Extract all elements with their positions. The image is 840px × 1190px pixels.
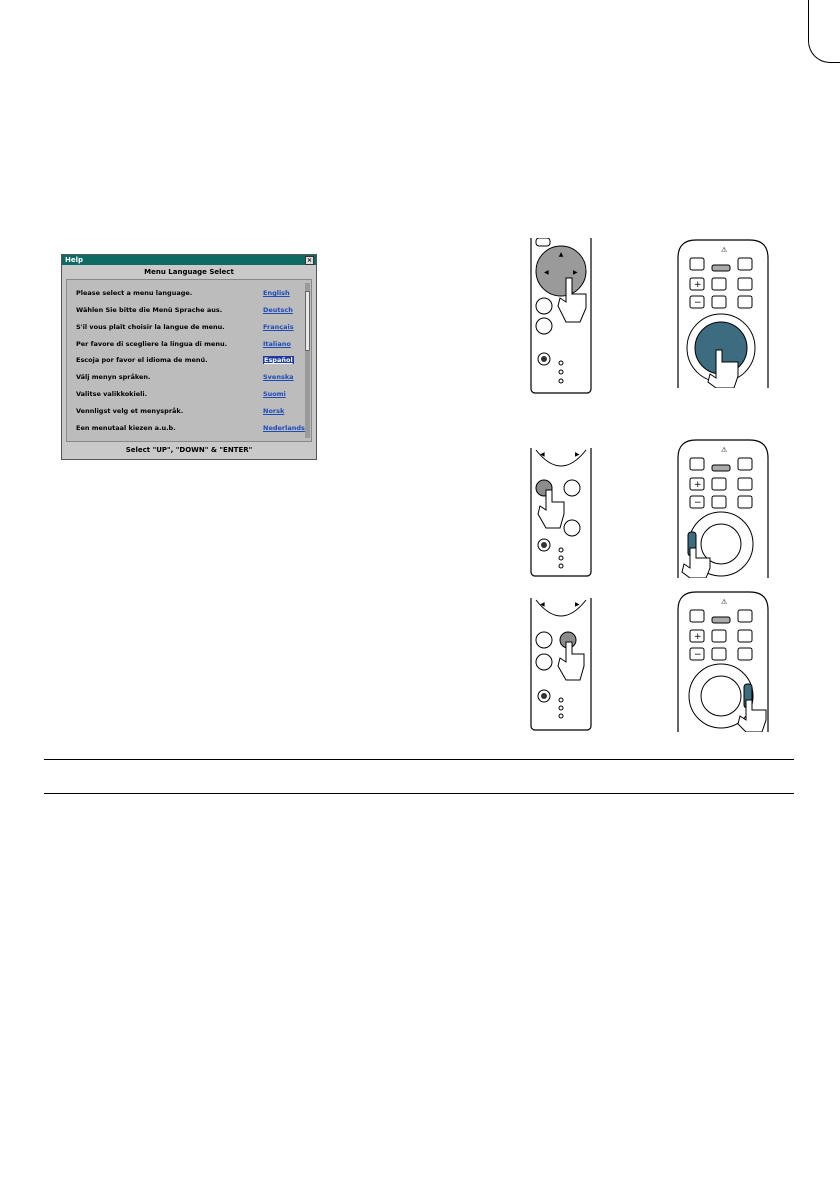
- note-divider-bottom: [44, 793, 794, 794]
- language-option-nederlands[interactable]: Nederlands: [263, 424, 305, 432]
- language-row[interactable]: [76, 407, 311, 419]
- language-row[interactable]: [76, 323, 311, 335]
- language-prompt: Een menutaal kiezen a.u.b.: [76, 424, 176, 432]
- svg-text:▶: ▶: [575, 451, 580, 458]
- close-icon[interactable]: ×: [306, 257, 313, 264]
- dialog-heading: Menu Language Select: [144, 268, 234, 276]
- scrollbar-thumb[interactable]: [305, 291, 310, 351]
- projector-panel-left-press: [530, 448, 594, 578]
- language-row[interactable]: [76, 289, 311, 301]
- svg-text:⚠: ⚠: [721, 446, 728, 454]
- scrollbar[interactable]: [305, 283, 310, 438]
- language-option-italiano[interactable]: Italiano: [263, 340, 291, 348]
- projector-panel-right-press: [530, 598, 594, 732]
- svg-text:+: +: [694, 480, 702, 490]
- dialog-title-bar: [62, 255, 316, 265]
- language-option-svenska[interactable]: Svenska: [263, 373, 294, 381]
- language-prompt: Vennligst velg et menyspråk.: [76, 407, 184, 415]
- remote-right-press: [676, 590, 770, 732]
- dialog-title: Help: [65, 256, 84, 264]
- language-option-english[interactable]: English: [263, 289, 290, 297]
- dialog-footer: Select "UP", "DOWN" & "ENTER": [125, 446, 253, 454]
- language-option-suomi[interactable]: Suomi: [263, 390, 286, 398]
- svg-text:◀: ◀: [540, 451, 545, 458]
- language-prompt: Valitse valikkokieli.: [76, 390, 148, 398]
- language-prompt: Escoja por favor el idioma de menú.: [76, 356, 208, 364]
- language-row[interactable]: [76, 356, 311, 368]
- remote-left-press: [676, 438, 770, 578]
- panel-top-button: [536, 238, 550, 246]
- language-row[interactable]: [76, 306, 311, 318]
- language-option-norsk[interactable]: Norsk: [263, 407, 285, 415]
- language-row[interactable]: [76, 424, 311, 436]
- svg-text:⚠: ⚠: [721, 598, 728, 606]
- language-row[interactable]: [76, 390, 311, 402]
- language-prompt: S'il vous plaît choisir la langue de menu.: [76, 323, 225, 331]
- svg-text:−: −: [694, 498, 702, 508]
- svg-text:⚠: ⚠: [721, 246, 728, 254]
- remote-select-press: [676, 238, 770, 388]
- svg-text:−: −: [694, 298, 702, 308]
- svg-text:▶: ▶: [573, 269, 578, 276]
- language-option-deutsch[interactable]: Deutsch: [263, 306, 293, 314]
- svg-text:▲: ▲: [558, 251, 564, 258]
- projector-panel-select-press: [530, 238, 594, 396]
- language-prompt: Wählen Sie bitte die Menü Sprache aus.: [76, 306, 223, 314]
- language-prompt: Välj menyn språken.: [76, 373, 151, 381]
- svg-text:◀: ◀: [540, 601, 545, 608]
- svg-text:▶: ▶: [575, 601, 580, 608]
- page-edge-tab: [808, 0, 840, 63]
- language-row[interactable]: [76, 373, 311, 385]
- language-prompt: Please select a menu language.: [76, 289, 193, 297]
- svg-text:+: +: [694, 632, 702, 642]
- language-prompt: Per favore di scegliere la lingua di menu.: [76, 340, 228, 348]
- language-option-francais[interactable]: Français: [263, 323, 294, 331]
- language-row[interactable]: [76, 340, 311, 352]
- note-divider-top: [44, 759, 794, 760]
- language-list: [66, 279, 312, 442]
- svg-text:−: −: [694, 650, 702, 660]
- svg-text:+: +: [694, 280, 702, 290]
- language-option-espanol[interactable]: Español: [264, 356, 293, 364]
- svg-text:◀: ◀: [544, 269, 549, 276]
- help-dialog: [61, 254, 317, 460]
